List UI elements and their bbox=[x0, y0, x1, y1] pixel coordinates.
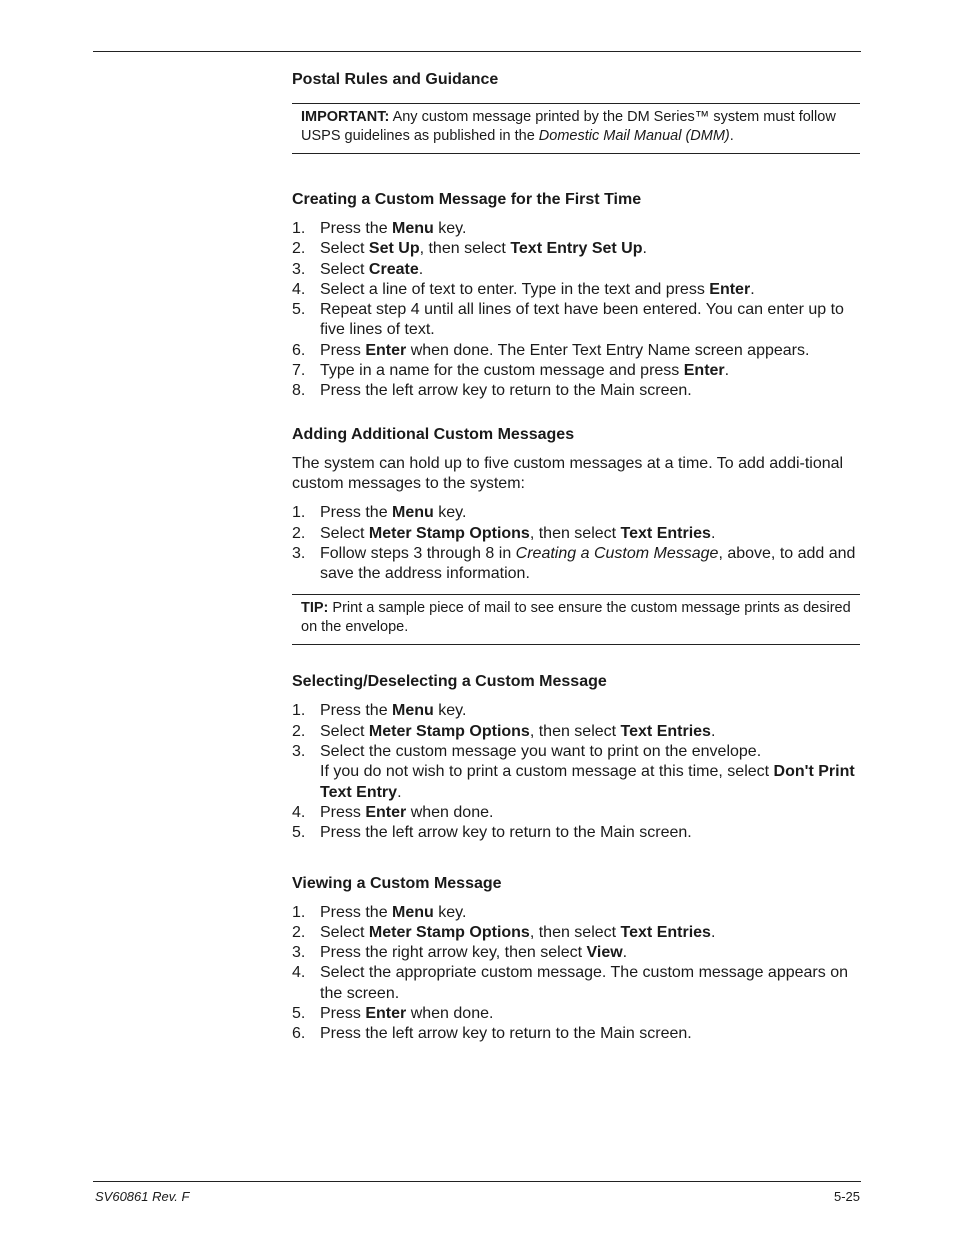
step-text: Press the left arrow key to return to the Main screen. bbox=[320, 824, 692, 842]
step-number: 1. bbox=[292, 702, 306, 720]
step-item bbox=[292, 280, 860, 300]
step-item bbox=[292, 1004, 860, 1024]
step-number: 1. bbox=[292, 220, 306, 237]
footer-page-number: 5-25 bbox=[833, 1189, 860, 1204]
step-number: 5. bbox=[292, 824, 306, 842]
step-item bbox=[292, 701, 860, 721]
step-text: Press the bbox=[320, 220, 393, 237]
step-text: Select bbox=[320, 524, 369, 542]
tip-note bbox=[292, 594, 860, 645]
step-text: when done. bbox=[406, 803, 494, 821]
step-text: Select bbox=[320, 722, 369, 740]
step-text: . bbox=[397, 783, 402, 801]
footer-doc-id: SV60861 Rev. F bbox=[95, 1189, 190, 1204]
step-text: . bbox=[710, 722, 716, 740]
step-item bbox=[292, 341, 860, 361]
key-term: Enter bbox=[709, 280, 751, 298]
header-rule bbox=[93, 51, 861, 52]
step-text: Press the left arrow key to return to the Main screen. bbox=[320, 1025, 692, 1043]
key-term: Menu bbox=[392, 903, 434, 921]
key-term: Text Entries bbox=[620, 524, 711, 542]
step-item bbox=[292, 524, 860, 544]
step-item bbox=[292, 923, 860, 943]
step-text: Select bbox=[320, 260, 369, 278]
key-term: Set Up bbox=[368, 240, 420, 258]
key-term: Enter bbox=[365, 803, 407, 821]
step-text: key. bbox=[433, 220, 467, 237]
step-text: If you do not wish to print a custom message at this time, select bbox=[320, 763, 774, 781]
step-number: 4. bbox=[292, 280, 306, 298]
step-text: . bbox=[642, 240, 647, 258]
step-text: Select bbox=[320, 240, 369, 258]
step-text: Repeat step 4 until all lines of text have been entered. You can enter up to five lines of text. bbox=[320, 301, 844, 339]
step-text: Press the bbox=[320, 903, 393, 921]
step-text: . bbox=[710, 923, 716, 941]
step-item bbox=[292, 361, 860, 381]
step-text: Press bbox=[320, 1005, 366, 1023]
step-text: Press the left arrow key to return to the Main screen. bbox=[320, 382, 692, 400]
step-item bbox=[292, 803, 860, 823]
key-term: Menu bbox=[392, 504, 434, 522]
important-text-c: . bbox=[729, 128, 734, 144]
heading-selecting-message: Selecting/Deselecting a Custom Message bbox=[292, 673, 607, 691]
step-number: 3. bbox=[292, 944, 306, 962]
key-term: Text Entry Set Up bbox=[510, 240, 643, 258]
tip-text: Print a sample piece of mail to see ensure the custom message prints as desired on the envelope. bbox=[301, 600, 851, 636]
step-text: , then select bbox=[529, 923, 621, 941]
key-term: Enter bbox=[683, 362, 725, 380]
step-text: , then select bbox=[419, 240, 511, 258]
step-text: Press the bbox=[320, 504, 393, 522]
key-term: Menu bbox=[392, 702, 434, 720]
step-item bbox=[292, 260, 860, 280]
key-term: Meter Stamp Options bbox=[368, 923, 530, 941]
heading-viewing-message: Viewing a Custom Message bbox=[292, 874, 502, 892]
step-text: . bbox=[724, 362, 730, 380]
step-number: 2. bbox=[292, 923, 306, 941]
key-term: Meter Stamp Options bbox=[368, 524, 530, 542]
step-text: key. bbox=[433, 702, 467, 720]
step-number: 2. bbox=[292, 524, 306, 542]
step-item bbox=[292, 943, 860, 963]
heading-creating-message: Creating a Custom Message for the First Time bbox=[292, 191, 642, 208]
key-term: Meter Stamp Options bbox=[368, 722, 530, 740]
step-text: . bbox=[710, 524, 716, 542]
heading-adding-messages: Adding Additional Custom Messages bbox=[292, 425, 575, 443]
footer-rule bbox=[93, 1181, 861, 1182]
important-text-dmm: Domestic Mail Manual (DMM) bbox=[538, 128, 730, 144]
important-label: IMPORTANT: bbox=[301, 109, 390, 125]
step-number: 8. bbox=[292, 382, 306, 400]
reference-title: Creating a Custom Message bbox=[515, 544, 719, 562]
step-text: . bbox=[622, 944, 628, 962]
step-item bbox=[292, 544, 860, 585]
heading-postal-rules: Postal Rules and Guidance bbox=[292, 71, 499, 88]
important-text-a: Any custom message printed by the DM Series™ system must follow USPS guidelines as published in the bbox=[301, 109, 836, 144]
step-item bbox=[292, 300, 860, 341]
step-text: Press bbox=[320, 341, 366, 359]
step-text: , then select bbox=[529, 722, 621, 740]
tip-label: TIP: bbox=[301, 600, 329, 617]
page-content bbox=[292, 70, 860, 1045]
step-text: Press the bbox=[320, 702, 393, 720]
step-text: , above, to add and save the address information. bbox=[320, 544, 856, 583]
step-number: 4. bbox=[292, 964, 306, 982]
key-term: Text Entries bbox=[620, 722, 711, 740]
step-text: Press the right arrow key, then select bbox=[320, 944, 587, 962]
step-item bbox=[292, 219, 860, 239]
step-number: 5. bbox=[292, 301, 306, 319]
step-text: key. bbox=[433, 903, 467, 921]
step-item bbox=[292, 239, 860, 259]
step-number: 3. bbox=[292, 260, 306, 278]
step-text: when done. The Enter Text Entry Name screen appears. bbox=[406, 341, 810, 359]
step-item bbox=[292, 1024, 860, 1044]
adding-steps-list bbox=[292, 503, 860, 584]
step-text: when done. bbox=[406, 1005, 494, 1023]
step-number: 2. bbox=[292, 240, 306, 258]
step-item bbox=[292, 381, 860, 401]
step-item bbox=[292, 823, 860, 843]
creating-steps-list bbox=[292, 219, 860, 402]
step-text: , then select bbox=[529, 524, 621, 542]
step-number: 2. bbox=[292, 722, 306, 740]
key-term: Enter bbox=[365, 341, 407, 359]
step-number: 3. bbox=[292, 544, 306, 562]
key-term: Text Entries bbox=[620, 923, 711, 941]
viewing-steps-list bbox=[292, 903, 860, 1045]
step-text: . bbox=[418, 260, 424, 278]
step-number: 4. bbox=[292, 803, 306, 821]
step-text: Follow steps 3 through 8 in bbox=[320, 544, 516, 562]
important-note bbox=[292, 103, 860, 154]
step-text: key. bbox=[433, 504, 467, 522]
step-item bbox=[292, 742, 860, 803]
step-item bbox=[292, 903, 860, 923]
step-text: . bbox=[750, 280, 755, 298]
step-text: Select a line of text to enter. Type in the text and press bbox=[320, 280, 710, 298]
step-number: 7. bbox=[292, 362, 306, 380]
step-item bbox=[292, 503, 860, 523]
key-term: Don't Print Text Entry bbox=[320, 763, 855, 801]
step-text: Select bbox=[320, 923, 369, 941]
step-text: Type in a name for the custom message and press bbox=[320, 362, 684, 380]
step-item bbox=[292, 722, 860, 742]
step-text: Select the appropriate custom message. The custom message appears on the screen. bbox=[320, 964, 848, 1002]
step-number: 1. bbox=[292, 504, 306, 522]
step-number: 3. bbox=[292, 743, 306, 761]
key-term: Create bbox=[368, 260, 419, 278]
key-term: View bbox=[586, 944, 623, 962]
step-item bbox=[292, 963, 860, 1004]
step-text: Press bbox=[320, 803, 366, 821]
selecting-steps-list bbox=[292, 701, 860, 843]
step-number: 6. bbox=[292, 1025, 306, 1043]
step-number: 5. bbox=[292, 1005, 306, 1023]
step-text: Select the custom message you want to print on the envelope. bbox=[320, 743, 762, 761]
key-term: Menu bbox=[392, 220, 434, 237]
adding-intro: The system can hold up to five custom messages at a time. To add addi-tional custom messages to the system: bbox=[292, 454, 844, 492]
step-number: 1. bbox=[292, 903, 306, 921]
step-number: 6. bbox=[292, 341, 306, 359]
key-term: Enter bbox=[365, 1005, 407, 1023]
